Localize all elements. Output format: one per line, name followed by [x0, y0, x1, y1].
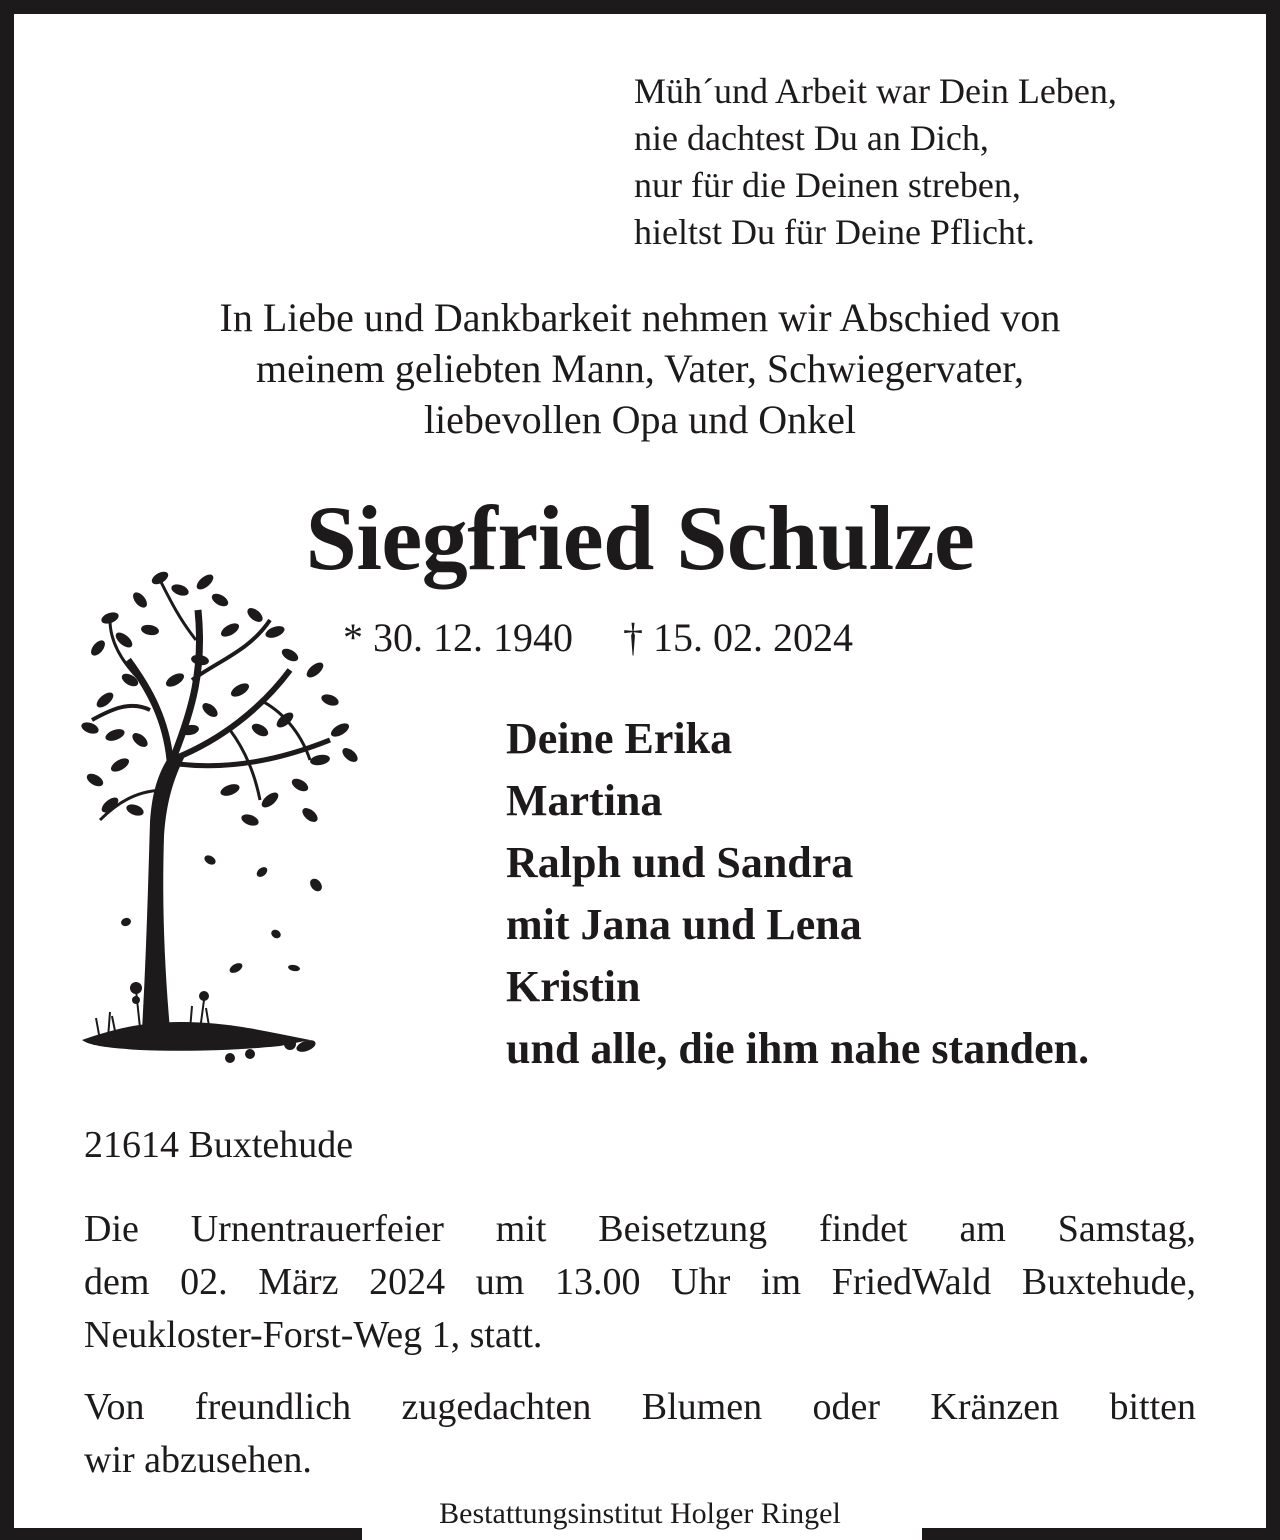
- location: 21614 Buxtehude: [84, 1124, 354, 1166]
- poem-line: nur für die Deinen streben,: [634, 165, 1021, 205]
- ceremony-line: Die Urnentrauerfeier mit Beisetzung findet am Samstag,: [84, 1208, 1196, 1250]
- ceremony-line: dem 02. März 2024 um 13.00 Uhr im FriedWald Buxtehude,: [84, 1261, 1196, 1303]
- intro-line: liebevollen Opa und Onkel: [423, 397, 857, 442]
- intro-line: In Liebe und Dankbarkeit nehmen wir Abschied von: [219, 295, 1061, 340]
- poem: [634, 68, 1117, 256]
- mourners-list: [506, 708, 1089, 1080]
- ceremony-line: Neukloster-Forst-Weg 1, statt.: [84, 1314, 543, 1356]
- mourner-line: Deine Erika: [506, 714, 733, 763]
- mourner-line: mit Jana und Lena: [506, 900, 862, 949]
- birth-date: * 30. 12. 1940: [343, 615, 573, 660]
- border-left: [0, 0, 14, 1540]
- tree-silhouette-icon: [80, 560, 370, 1080]
- border-right: [1266, 0, 1280, 1540]
- flowers-paragraph: [84, 1381, 1196, 1487]
- mourner-line: Ralph und Sandra: [506, 838, 854, 887]
- intro-line: meinem geliebten Mann, Vater, Schwiegervater,: [255, 346, 1024, 391]
- life-dates: [343, 612, 853, 664]
- mourner-line: Martina: [506, 776, 663, 825]
- poem-line: hieltst Du für Deine Pflicht.: [634, 212, 1035, 252]
- intro-text: [0, 292, 1280, 445]
- poem-line: nie dachtest Du an Dich,: [634, 118, 989, 158]
- ceremony-paragraph: [84, 1203, 1196, 1362]
- mourner-line: und alle, die ihm nahe standen.: [506, 1024, 1090, 1073]
- death-date: † 15. 02. 2024: [623, 615, 853, 660]
- deceased-name: Siegfried Schulze: [305, 487, 975, 589]
- border-top: [0, 0, 1280, 14]
- mourner-line: Kristin: [506, 962, 641, 1011]
- flowers-line: Von freundlich zugedachten Blumen oder Kränzen bitten: [84, 1386, 1196, 1428]
- funeral-home: Bestattungsinstitut Holger Ringel: [439, 1497, 841, 1530]
- flowers-line: wir abzusehen.: [84, 1439, 312, 1481]
- poem-line: Müh´und Arbeit war Dein Leben,: [634, 71, 1117, 111]
